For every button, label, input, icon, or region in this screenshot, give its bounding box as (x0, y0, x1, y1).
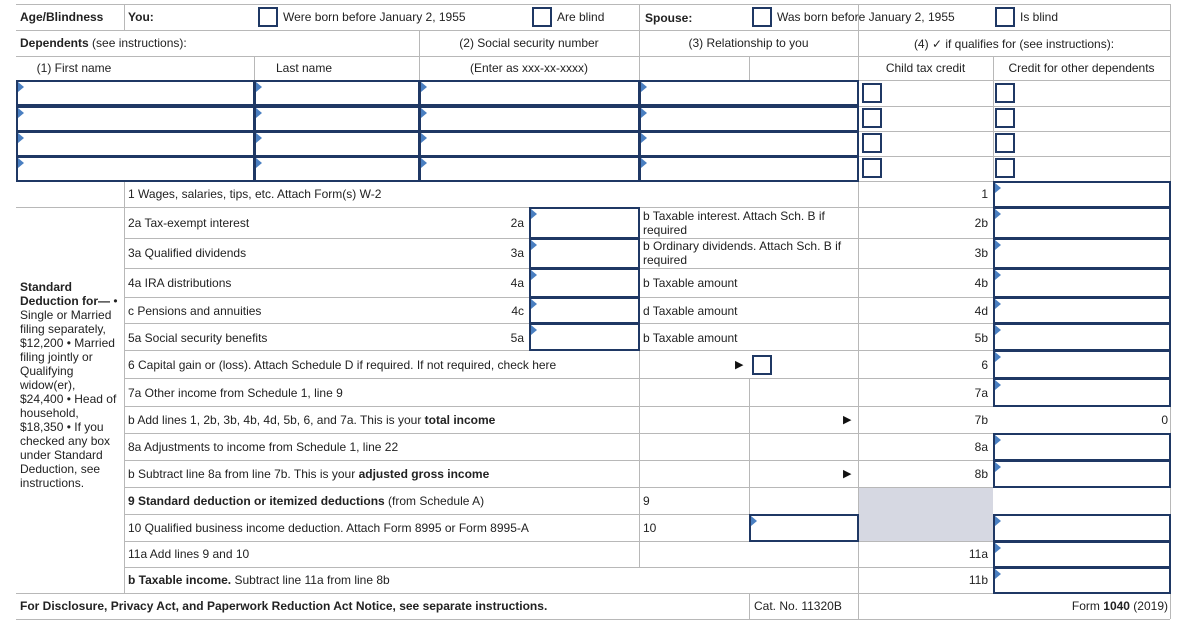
line-4a-label: 4a IRA distributions (128, 276, 232, 290)
line-2a-label: 2a Tax-exempt interest (128, 216, 250, 230)
dependent-3-ssn[interactable] (419, 131, 640, 157)
first-name-header: (1) First name (36, 61, 112, 75)
line-4b-label: b Taxable amount (643, 276, 738, 290)
age-blindness-label: Age/Blindness (20, 10, 104, 24)
dependent-3-child-tax-checkbox[interactable] (862, 133, 882, 153)
dependent-3-relationship[interactable] (639, 131, 859, 157)
dependent-4-last-name[interactable] (254, 156, 420, 182)
line-11b-label: b Taxable income. Subtract line 11a from line 8b (128, 573, 390, 587)
catalog-number: Cat. No. 11320B (754, 599, 842, 613)
dependent-1-last-name[interactable] (254, 80, 420, 106)
dependent-1-ssn[interactable] (419, 80, 640, 106)
dependent-1-relationship[interactable] (639, 80, 859, 106)
line-3a-amount[interactable] (529, 238, 640, 269)
line-7a-number: 7a (974, 386, 988, 400)
dependent-3-first-name[interactable] (16, 131, 255, 157)
line-9-number: 9 (643, 494, 650, 508)
line-4c-amount[interactable] (529, 297, 640, 324)
dependent-2-last-name[interactable] (254, 106, 420, 132)
line-1-label: 1 Wages, salaries, tips, etc. Attach Form(s) W-2 (128, 187, 382, 201)
line-5a-amount[interactable] (529, 323, 640, 351)
dependents-label: Dependents (see instructions): (20, 36, 187, 50)
dependent-2-ssn[interactable] (419, 106, 640, 132)
dependent-2-other-credit-checkbox[interactable] (995, 108, 1015, 128)
dependents-qualifies-header: (4) ✓ if qualifies for (see instructions): (913, 37, 1115, 51)
line-8a-amount[interactable] (993, 433, 1171, 461)
ssn-format-hint: (Enter as xxx-xx-xxxx) (469, 61, 588, 75)
line-3b-label: b Ordinary dividends. Attach Sch. B if required (643, 239, 842, 267)
line-10-label: 10 Qualified business income deduction. Attach Form 8995 or Form 8995-A (128, 521, 529, 535)
spouse-blind-label: Is blind (1020, 10, 1059, 24)
line-2b-label: b Taxable interest. Attach Sch. B if required (643, 209, 825, 237)
line-8b-amount[interactable] (993, 460, 1171, 488)
line-2a-amount[interactable] (529, 207, 640, 239)
credit-other-dependents-header: Credit for other dependents (1008, 61, 1155, 75)
privacy-notice: For Disclosure, Privacy Act, and Paperwork Reduction Act Notice, see separate instructions. (20, 599, 548, 613)
dependent-1-child-tax-checkbox[interactable] (862, 83, 882, 103)
line-5a-label: 5a Social security benefits (128, 331, 268, 345)
dependent-4-relationship[interactable] (639, 156, 859, 182)
dependent-2-first-name[interactable] (16, 106, 255, 132)
line-11b-amount[interactable] (993, 567, 1171, 594)
you-born-before-label: Were born before January 2, 1955 (283, 10, 466, 24)
line-4c-label: c Pensions and annuities (128, 304, 262, 318)
line-10-right-field[interactable] (993, 514, 1171, 542)
line-5b-label: b Taxable amount (643, 331, 738, 345)
line-4c-number: 4c (511, 304, 524, 318)
form-id: Form 1040 (2019) (1071, 599, 1168, 613)
spouse-born-before-checkbox[interactable] (752, 7, 772, 27)
dependents-relationship-header: (3) Relationship to you (688, 36, 809, 50)
line-4d-amount[interactable] (993, 297, 1171, 324)
line-8a-number: 8a (974, 440, 988, 454)
line-5a-number: 5a (510, 331, 524, 345)
line-8b-label: b Subtract line 8a from line 7b. This is your adjusted gross income (128, 467, 490, 481)
dependent-4-other-credit-checkbox[interactable] (995, 158, 1015, 178)
line-10-amount[interactable] (749, 514, 859, 542)
you-blind-label: Are blind (557, 10, 605, 24)
dependents-ssn-header: (2) Social security number (459, 36, 599, 50)
line-6-label: 6 Capital gain or (loss). Attach Schedule D if required. If not required, check here (128, 358, 557, 372)
arrow-right-icon: ▶ (843, 414, 852, 426)
line-3b-amount[interactable] (993, 238, 1171, 269)
line-4b-number: 4b (974, 276, 988, 290)
line-2b-amount[interactable] (993, 207, 1171, 239)
line-8a-label: 8a Adjustments to income from Schedule 1, line 22 (128, 440, 399, 454)
line-11b-number: 11b (968, 573, 988, 587)
line-7b-total-value: 0 (1161, 413, 1168, 427)
dependent-3-last-name[interactable] (254, 131, 420, 157)
dependent-1-first-name[interactable] (16, 80, 255, 106)
spouse-born-before-label: Was born before January 2, 1955 (777, 10, 955, 24)
line-3b-number: 3b (974, 246, 988, 260)
arrow-right-icon: ▶ (843, 468, 852, 480)
line-8b-number: 8b (974, 467, 988, 481)
line-6-amount[interactable] (993, 350, 1171, 379)
line-7a-label: 7a Other income from Schedule 1, line 9 (128, 386, 343, 400)
dependent-4-first-name[interactable] (16, 156, 255, 182)
you-blind-checkbox[interactable] (532, 7, 552, 27)
you-label: You: (128, 10, 154, 24)
line-11a-label: 11a Add lines 9 and 10 (128, 547, 250, 561)
line-4a-number: 4a (510, 276, 524, 290)
dependent-2-relationship[interactable] (639, 106, 859, 132)
child-tax-credit-header: Child tax credit (885, 61, 966, 75)
line-1-amount[interactable] (993, 181, 1171, 208)
line-3a-label: 3a Qualified dividends (128, 246, 247, 260)
line-7b-number: 7b (974, 413, 988, 427)
line-1-number: 1 (981, 187, 988, 201)
line-4d-label: d Taxable amount (643, 304, 738, 318)
line-4a-amount[interactable] (529, 268, 640, 298)
line-4d-number: 4d (974, 304, 988, 318)
line-7b-label: b Add lines 1, 2b, 3b, 4b, 4d, 5b, 6, and 7a. This is your total income (128, 413, 496, 427)
line-9-label: 9 Standard deduction or itemized deductions (from Schedule A) (128, 494, 485, 508)
shaded-cell (859, 488, 993, 541)
line-5b-amount[interactable] (993, 323, 1171, 351)
line-11a-number: 11a (968, 547, 988, 561)
spouse-blind-checkbox[interactable] (995, 7, 1015, 27)
line-6-number: 6 (981, 358, 988, 372)
line-2a-number: 2a (510, 216, 524, 230)
dependent-2-child-tax-checkbox[interactable] (862, 108, 882, 128)
dependent-4-ssn[interactable] (419, 156, 640, 182)
dependent-3-other-credit-checkbox[interactable] (995, 133, 1015, 153)
you-born-before-checkbox[interactable] (258, 7, 278, 27)
line-3a-number: 3a (510, 246, 524, 260)
line-11a-amount[interactable] (993, 541, 1171, 568)
line-10-number: 10 (643, 521, 657, 535)
standard-deduction-note: Standard Deduction for— • Single or Married filing separately, $12,200 • Married filing jointly or Qualifying widow(er), $24,400 • Head of household, $18,350 • If you checked any box under Standard Deduction, see instructions. (20, 280, 118, 490)
arrow-right-icon: ▶ (735, 359, 744, 371)
spouse-label: Spouse: (645, 11, 693, 25)
line-4b-amount[interactable] (993, 268, 1171, 298)
dependent-4-child-tax-checkbox[interactable] (862, 158, 882, 178)
line-2b-number: 2b (974, 216, 988, 230)
line-6-check-here-checkbox[interactable] (752, 355, 772, 375)
last-name-header: Last name (275, 61, 333, 75)
line-5b-number: 5b (974, 331, 988, 345)
line-7a-amount[interactable] (993, 378, 1171, 407)
dependent-1-other-credit-checkbox[interactable] (995, 83, 1015, 103)
